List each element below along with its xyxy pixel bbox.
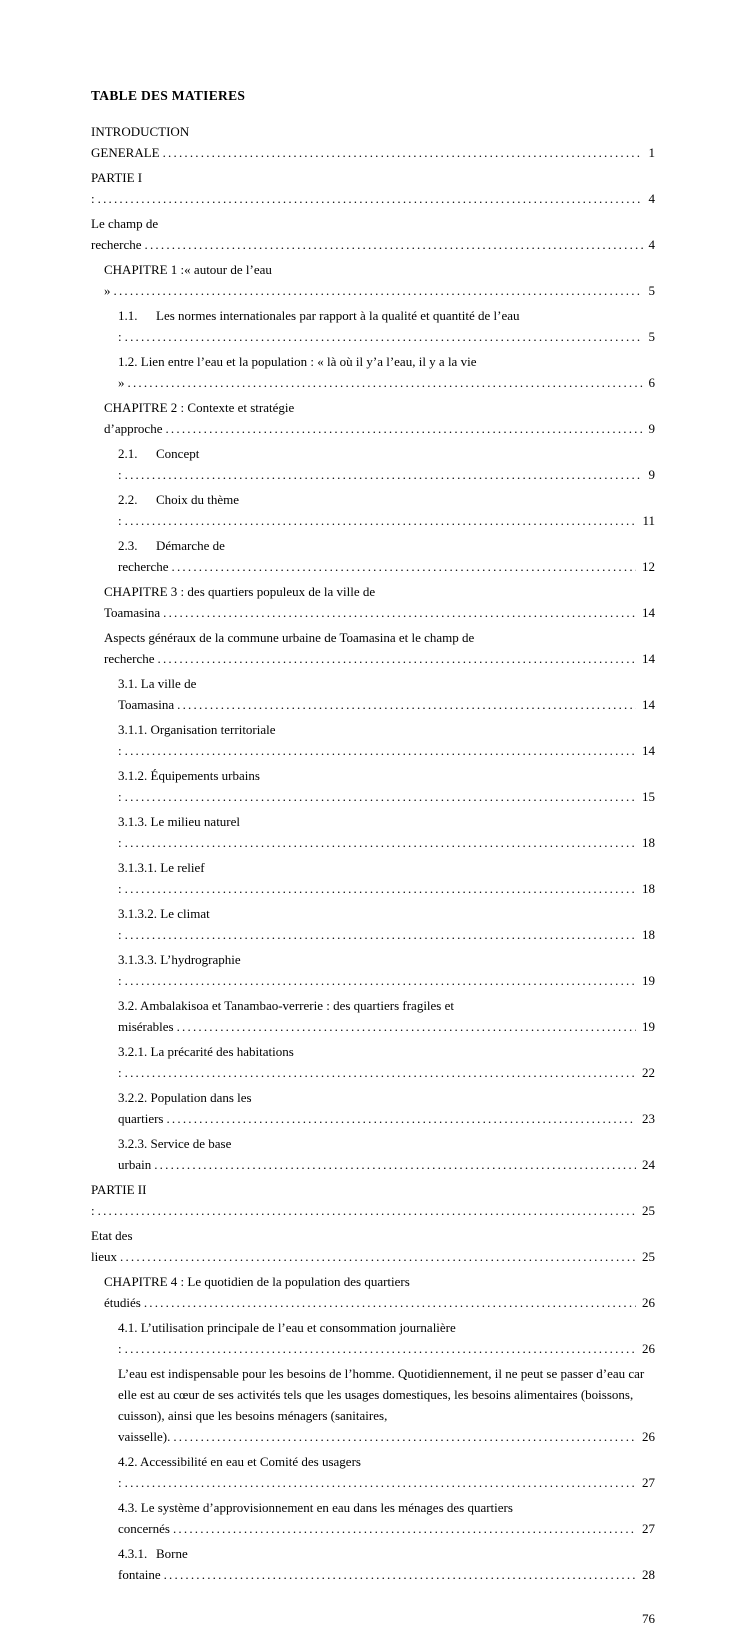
- dot-leader: [154, 1157, 655, 1172]
- toc-entry: [91, 581, 655, 623]
- toc-entry-label: 3.1.1. Organisation territoriale :: [118, 722, 276, 758]
- toc-entry: [91, 351, 655, 393]
- toc-entry: [91, 305, 655, 347]
- toc-entry-number: 2.2.: [118, 492, 138, 507]
- dot-leader: [125, 1475, 655, 1490]
- toc-entry-page: 14: [636, 648, 655, 669]
- toc-entry: [91, 1543, 655, 1585]
- toc-entry-label: PARTIE I :: [91, 170, 143, 206]
- toc-entry-label: CHAPITRE 3 : des quartiers populeux de la ville de Toamasina: [104, 584, 376, 620]
- toc-entry-page: 5: [643, 280, 656, 301]
- toc-entry: [91, 627, 655, 669]
- toc-entry-page: 19: [636, 970, 655, 991]
- toc-entry: [91, 949, 655, 991]
- toc-entry: [91, 1497, 655, 1539]
- toc-entry: [91, 673, 655, 715]
- dot-leader: [163, 145, 655, 160]
- toc-entry-number: 2.1.: [118, 446, 138, 461]
- toc-entry: [91, 121, 655, 163]
- dot-leader: [166, 1111, 655, 1126]
- table-of-contents: [91, 121, 655, 1585]
- toc-entry: [91, 535, 655, 577]
- toc-entry-label: Le champ de recherche: [91, 216, 159, 252]
- toc-entry: [91, 811, 655, 853]
- toc-entry-label: 3.2. Ambalakisoa et Tanambao-verrerie : des quartiers fragiles et misérables: [118, 998, 455, 1034]
- toc-entry-page: 4: [643, 188, 656, 209]
- toc-entry-label: 3.1. La ville de Toamasina: [118, 676, 197, 712]
- toc-entry-label: Choix du thème :: [118, 492, 240, 528]
- toc-entry-page: 25: [636, 1200, 655, 1221]
- toc-entry-page: 27: [636, 1472, 655, 1493]
- toc-entry: [91, 1179, 655, 1221]
- toc-entry: [91, 167, 655, 209]
- footer-page-number: 76: [642, 1611, 655, 1626]
- toc-entry-page: 26: [636, 1292, 655, 1313]
- toc-entry: [91, 1087, 655, 1129]
- dot-leader: [163, 605, 655, 620]
- toc-entry: [91, 213, 655, 255]
- toc-entry-label: PARTIE II :: [91, 1182, 147, 1218]
- toc-entry: [91, 443, 655, 485]
- toc-entry-page: 22: [636, 1062, 655, 1083]
- dot-leader: [164, 1567, 655, 1582]
- dot-leader: [173, 1429, 655, 1444]
- toc-entry-page: 5: [643, 326, 656, 347]
- document-page: [91, 88, 655, 1627]
- dot-leader: [144, 1295, 655, 1310]
- toc-entry: [91, 1225, 655, 1267]
- toc-entry-page: 14: [636, 694, 655, 715]
- toc-entry-page: 14: [636, 602, 655, 623]
- toc-entry-label: 3.1.2. Équipements urbains :: [118, 768, 260, 804]
- dot-leader: [125, 789, 655, 804]
- dot-leader: [165, 421, 655, 436]
- toc-entry-label: Concept :: [118, 446, 200, 482]
- toc-entry: [91, 1363, 655, 1447]
- toc-entry-label: INTRODUCTION GENERALE: [91, 124, 190, 160]
- toc-entry-label: 3.1.3.2. Le climat :: [118, 906, 210, 942]
- toc-entry-page: 25: [636, 1246, 655, 1267]
- toc-entry-label: Les normes internationales par rapport à la qualité et quantité de l’eau :: [118, 308, 520, 344]
- dot-leader: [125, 973, 655, 988]
- toc-entry-number: 1.1.: [118, 308, 138, 323]
- dot-leader: [145, 237, 655, 252]
- toc-entry: [91, 1133, 655, 1175]
- toc-entry-page: 19: [636, 1016, 655, 1037]
- toc-entry-page: 9: [643, 464, 656, 485]
- toc-entry: [91, 857, 655, 899]
- toc-entry-label: Borne fontaine: [118, 1546, 188, 1582]
- toc-entry-label: CHAPITRE 1 :« autour de l’eau »: [104, 262, 272, 298]
- toc-entry: [91, 259, 655, 301]
- toc-entry-label: 4.1. L’utilisation principale de l’eau et consommation journalière :: [118, 1320, 456, 1356]
- toc-entry-page: 14: [636, 740, 655, 761]
- toc-entry: [91, 1317, 655, 1359]
- toc-entry-label: 3.1.3.1. Le relief :: [118, 860, 205, 896]
- dot-leader: [98, 191, 655, 206]
- dot-leader: [125, 835, 655, 850]
- dot-leader: [125, 743, 655, 758]
- toc-entry-page: 26: [636, 1426, 655, 1447]
- dot-leader: [125, 329, 655, 344]
- toc-entry-label: Etat des lieux: [91, 1228, 133, 1264]
- toc-entry-page: 15: [636, 786, 655, 807]
- toc-entry-label: CHAPITRE 2 : Contexte et stratégie d’approche: [104, 400, 295, 436]
- toc-entry-page: 24: [636, 1154, 655, 1175]
- toc-entry-page: 23: [636, 1108, 655, 1129]
- toc-entry: [91, 489, 655, 531]
- toc-entry-label: 3.1.3.3. L’hydrographie :: [118, 952, 241, 988]
- toc-entry-page: 26: [636, 1338, 655, 1359]
- dot-leader: [125, 513, 655, 528]
- toc-entry: [91, 995, 655, 1037]
- toc-entry-label: Aspects généraux de la commune urbaine de Toamasina et le champ de recherche: [104, 630, 475, 666]
- toc-entry-page: 6: [643, 372, 656, 393]
- toc-entry-page: 9: [643, 418, 656, 439]
- toc-entry-label: 3.2.2. Population dans les quartiers: [118, 1090, 252, 1126]
- toc-entry-page: 18: [636, 832, 655, 853]
- dot-leader: [125, 881, 655, 896]
- dot-leader: [177, 1019, 655, 1034]
- dot-leader: [172, 559, 655, 574]
- toc-entry: [91, 719, 655, 761]
- toc-entry-label: 1.2. Lien entre l’eau et la population : « là où il y’a l’eau, il y a la vie »: [118, 354, 477, 390]
- toc-entry-label: L’eau est indispensable pour les besoins de l’homme. Quotidiennement, il ne peut se passer d’eau car elle est au cœur de ses activités tels que les usages domestiques, les besoins alimentaires (boissons, cuisson), ainsi que les besoins ménagers (sanitaires, vaisselle).: [118, 1366, 645, 1444]
- toc-entry-number: 4.3.1.: [118, 1546, 148, 1561]
- toc-entry-label: 3.2.1. La précarité des habitations :: [118, 1044, 294, 1080]
- toc-entry: [91, 765, 655, 807]
- toc-entry-label: 3.1.3. Le milieu naturel :: [118, 814, 241, 850]
- toc-entry: [91, 903, 655, 945]
- dot-leader: [125, 1341, 655, 1356]
- toc-entry-page: 11: [636, 510, 655, 531]
- toc-entry: [91, 1041, 655, 1083]
- dot-leader: [173, 1521, 655, 1536]
- toc-entry-label: 4.3. Le système d’approvisionnement en eau dans les ménages des quartiers concernés: [118, 1500, 513, 1536]
- toc-entry-page: 27: [636, 1518, 655, 1539]
- toc-entry-page: 18: [636, 924, 655, 945]
- toc-entry-page: 4: [643, 234, 656, 255]
- toc-entry-number: 2.3.: [118, 538, 138, 553]
- toc-entry-label: 3.2.3. Service de base urbain: [118, 1136, 232, 1172]
- toc-entry: [91, 397, 655, 439]
- dot-leader: [177, 697, 655, 712]
- toc-entry-page: 1: [643, 142, 656, 163]
- dot-leader: [158, 651, 655, 666]
- dot-leader: [98, 1203, 655, 1218]
- dot-leader: [125, 927, 655, 942]
- toc-entry-label: 4.2. Accessibilité en eau et Comité des usagers :: [118, 1454, 361, 1490]
- toc-entry-page: 28: [636, 1564, 655, 1585]
- toc-entry: [91, 1451, 655, 1493]
- page-title: TABLE DES MATIERES: [91, 88, 246, 103]
- toc-entry-page: 18: [636, 878, 655, 899]
- dot-leader: [125, 1065, 655, 1080]
- dot-leader: [125, 467, 655, 482]
- toc-entry: [91, 1271, 655, 1313]
- dot-leader: [114, 283, 656, 298]
- toc-entry-label: Démarche de recherche: [118, 538, 225, 574]
- toc-entry-page: 12: [636, 556, 655, 577]
- dot-leader: [128, 375, 656, 390]
- dot-leader: [120, 1249, 655, 1264]
- toc-entry-label: CHAPITRE 4 : Le quotidien de la population des quartiers étudiés: [104, 1274, 410, 1310]
